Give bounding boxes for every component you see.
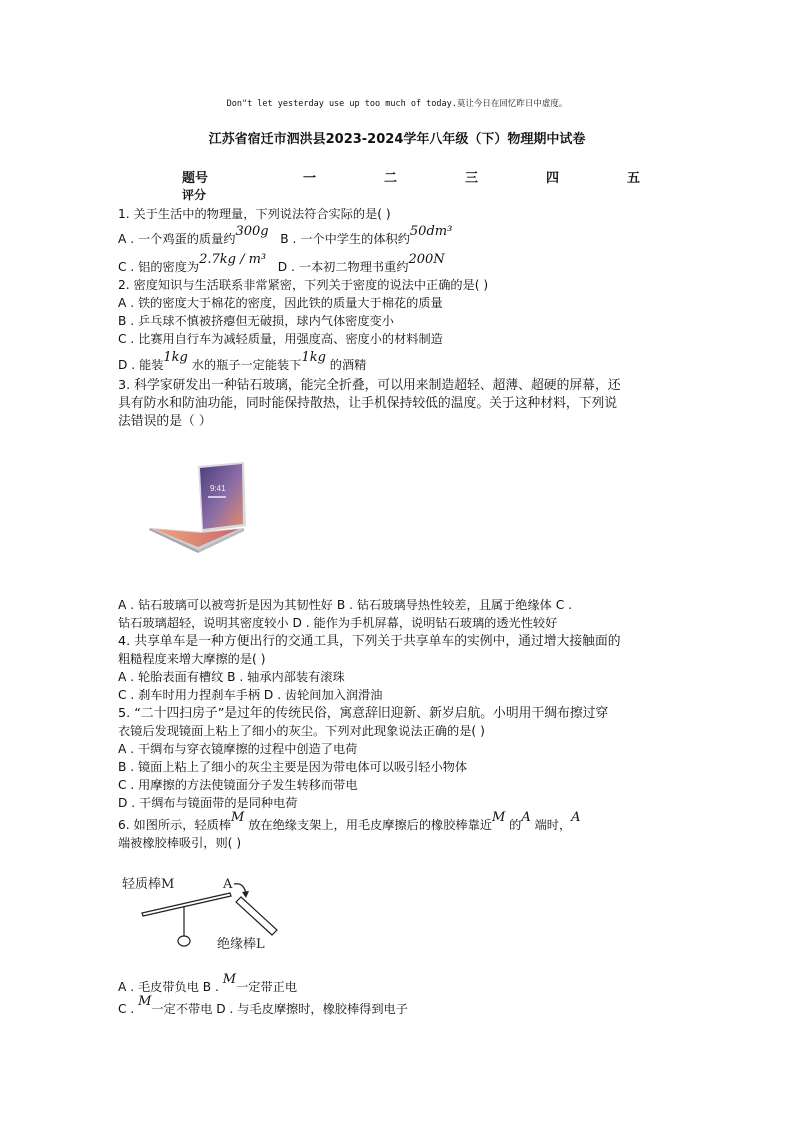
q3-stem-line3: 法错误的是（ ） xyxy=(118,414,212,429)
q6-option-b-math: M xyxy=(222,972,237,987)
q1-options-ab xyxy=(118,224,453,248)
q5-stem-line2: 衣镜后发现镜面上粘上了细小的灰尘。下列对此现象说法正确的是( ) xyxy=(118,724,485,738)
q2-stem: 2. 密度知识与生活联系非常紧密，下列关于密度的说法中正确的是( ) xyxy=(118,278,489,292)
q6-options-ab: A . 毛皮带负电 B . M一定带正电 xyxy=(118,972,298,994)
q1-option-b: B . 一个中学生的体积约 xyxy=(280,232,410,246)
q2-option-d-math-1: 1kg xyxy=(163,350,188,365)
q2-option-d-math-2: 1kg xyxy=(301,350,326,365)
q1-stem: 1. 关于生活中的物理量，下列说法符合实际的是( ) xyxy=(118,207,391,221)
q6-option-c-math: M xyxy=(138,994,152,1009)
q1-option-c: C . 铝的密度为 xyxy=(118,260,200,274)
score-col-5: 五 xyxy=(627,171,641,186)
q1-option-d: D . 一本初二物理书重约 xyxy=(277,260,409,274)
q4-stem-line2: 粗糙程度来增大摩擦的是( ) xyxy=(118,652,266,666)
score-col-2: 二 xyxy=(384,171,398,186)
q2-option-d: D . 能装1kg 水的瓶子一定能装下1kg 的酒精 xyxy=(118,350,367,372)
q6-figure xyxy=(120,868,280,958)
q2-option-c: C . 比赛用自行车为减轻质量，用强度高、密度小的材料制造 xyxy=(118,332,443,346)
q6-options-cd: C . M一定不带电 D . 与毛皮摩擦时，橡胶棒得到电子 xyxy=(118,994,408,1016)
score-col-4: 四 xyxy=(546,171,560,186)
q2-option-b: B . 乒乓球不慎被挤瘪但无破损，球内气体密度变小 xyxy=(118,314,394,328)
q1-option-c-math: 2.7kg / m³ xyxy=(199,252,267,267)
score-col-1: 一 xyxy=(303,171,317,186)
q6-math-m1: M xyxy=(231,810,245,825)
q6-stem-line1: 6. 如图所示，轻质棒M 放在绝缘支架上，用毛皮摩擦后的橡胶棒靠近M 的A 端时，A xyxy=(118,810,581,832)
q5-option-b: B . 镜面上粘上了细小的灰尘主要是因为带电体可以吸引轻小物体 xyxy=(118,760,468,774)
q1-option-d-math: 200N xyxy=(408,252,445,267)
q6-math-a1: A xyxy=(521,810,531,825)
q3-options-line1: A . 钻石玻璃可以被弯折是因为其韧性好 B . 钻石玻璃导热性较差，且属于绝缘体 C . xyxy=(118,598,572,612)
score-row2-label: 评分 xyxy=(182,188,207,202)
page-motto: Don"t let yesterday use up too much of today.莫让今日在回忆昨日中虚度。 xyxy=(226,99,568,109)
q1-options-cd xyxy=(118,252,445,276)
q1-option-a-math: 300g xyxy=(235,224,269,239)
q4-options-cd: C . 刹车时用力捏刹车手柄 D . 齿轮间加入润滑油 xyxy=(118,688,383,702)
q2-option-a: A . 铁的密度大于棉花的密度，因此铁的质量大于棉花的质量 xyxy=(118,296,443,310)
q6-math-m2: M xyxy=(491,810,506,825)
q6-stem-line2: 端被橡胶棒吸引，则( ) xyxy=(118,836,242,850)
score-col-3: 三 xyxy=(465,171,479,186)
q5-option-a: A . 干绸布与穿衣镜摩擦的过程中创造了电荷 xyxy=(118,742,358,756)
q5-stem-line1: 5. “二十四扫房子”是过年的传统民俗，寓意辞旧迎新、新岁启航。小明用干绸布擦过穿 xyxy=(118,706,609,721)
q5-option-d: D . 干绸布与镜面带的是同种电荷 xyxy=(118,796,298,810)
q1-option-b-math: 50dm³ xyxy=(409,224,453,239)
fig-label-insulating-rod: 绝缘棒L xyxy=(217,937,265,952)
phone-time-label: 9:41 xyxy=(210,484,226,493)
q3-stem-line1: 3. 科学家研发出一种钻石玻璃，能完全折叠，可以用来制造超轻、超薄、超硬的屏幕，还 xyxy=(118,378,621,393)
foldable-phone-image xyxy=(140,458,252,558)
q3-stem-line2: 具有防水和防油功能，同时能保持散热，让手机保持较低的温度。关于这种材料，下列说 xyxy=(118,396,618,411)
exam-title: 江苏省宿迁市泗洪县2023-2024学年八年级（下）物理期中试卷 xyxy=(208,132,586,147)
fig-label-end-a: A xyxy=(223,877,233,892)
q5-option-c: C . 用摩擦的方法使镜面分子发生转移而带电 xyxy=(118,778,358,792)
fig-label-light-rod: 轻质棒M xyxy=(122,877,175,892)
score-row-label: 题号 xyxy=(182,171,209,186)
q6-math-a2: A xyxy=(571,810,581,825)
q1-option-a: A . 一个鸡蛋的质量约 xyxy=(118,232,236,246)
q3-options-line2: 钻石玻璃超轻，说明其密度较小 D . 能作为手机屏幕，说明钻石玻璃的透光性较好 xyxy=(118,616,558,630)
q4-stem-line1: 4. 共享单车是一种方便出行的交通工具，下列关于共享单车的实例中，通过增大接触面的 xyxy=(118,634,621,649)
q4-options-ab: A . 轮胎表面有槽纹 B . 轴承内部装有滚珠 xyxy=(118,670,345,684)
